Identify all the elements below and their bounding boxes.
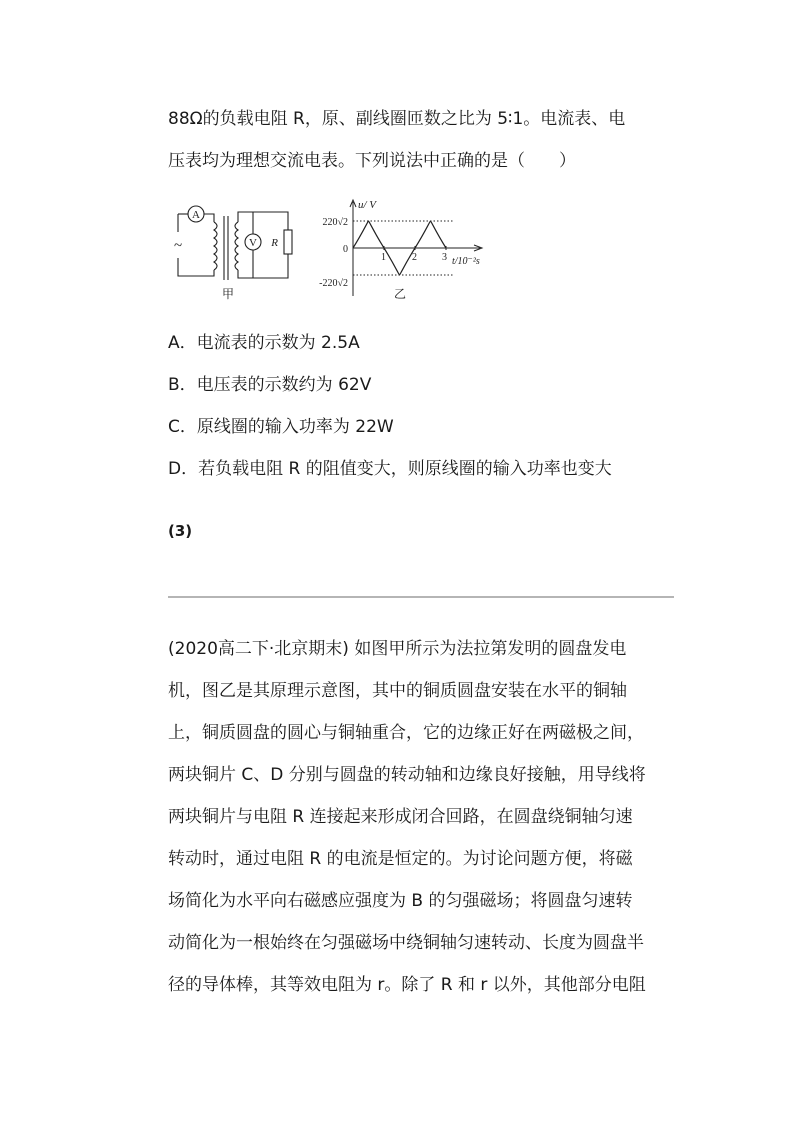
resistor-label: R	[271, 237, 278, 249]
question2-line-8: 动简化为一根始终在匀强磁场中绕铜轴匀速转动、长度为圆盘半	[168, 933, 644, 953]
option-a: A．电流表的示数为 2.5A	[168, 333, 360, 353]
figure-caption-yi: 乙	[393, 287, 407, 301]
y-max-label: 220√2	[322, 217, 348, 228]
voltage-waveform-figure	[308, 196, 494, 306]
section-divider	[168, 596, 674, 598]
origin-label: 0	[343, 244, 348, 255]
question2-line-6: 转动时，通过电阻 R 的电流是恒定的。为讨论问题方便，将磁	[168, 849, 633, 869]
question2-line-1: (2020高二下·北京期末) 如图甲所示为法拉第发明的圆盘发电	[168, 639, 627, 659]
section-number: (3)	[168, 522, 193, 540]
option-d: D．若负载电阻 R 的阻值变大，则原线圈的输入功率也变大	[168, 459, 612, 479]
resistor-icon	[284, 230, 292, 254]
x-tick-1: 1	[381, 252, 386, 263]
question2-line-3: 上，铜质圆盘的圆心与铜轴重合，它的边缘正好在两磁极之间，	[168, 723, 644, 743]
x-axis-label: t/10⁻²s	[452, 256, 480, 267]
question2-line-7: 场简化为水平向右磁感应强度为 B 的匀强磁场；将圆盘匀速转	[168, 891, 633, 911]
y-min-label: -220√2	[319, 278, 348, 289]
question-stem-line-2: 压表均为理想交流电表。下列说法中正确的是（ ）	[168, 151, 576, 171]
ac-source-symbol: ~	[173, 238, 183, 254]
x-tick-3: 3	[442, 252, 447, 263]
option-c: C．原线圈的输入功率为 22W	[168, 417, 394, 437]
question2-line-9: 径的导体棒，其等效电阻为 r。除了 R 和 r 以外，其他部分电阻	[168, 975, 646, 995]
option-b: B．电压表的示数约为 62V	[168, 375, 372, 395]
question2-line-4: 两块铜片 C、D 分别与圆盘的转动轴和边缘良好接触，用导线将	[168, 765, 646, 785]
question2-line-5: 两块铜片与电阻 R 连接起来形成闭合回路，在圆盘绕铜轴匀速	[168, 807, 633, 827]
transformer-circuit-figure	[166, 200, 296, 305]
figure-caption-jia: 甲	[221, 287, 235, 301]
question-stem-line-1: 88Ω的负载电阻 R，原、副线圈匝数之比为 5∶1。电流表、电	[168, 109, 626, 129]
question2-line-2: 机，图乙是其原理示意图，其中的铜质圆盘安装在水平的铜轴	[168, 681, 627, 701]
voltmeter-label: V	[249, 237, 257, 249]
y-axis-label: u/ V	[358, 199, 377, 211]
ammeter-label: A	[192, 209, 200, 221]
x-tick-2: 2	[412, 252, 417, 263]
